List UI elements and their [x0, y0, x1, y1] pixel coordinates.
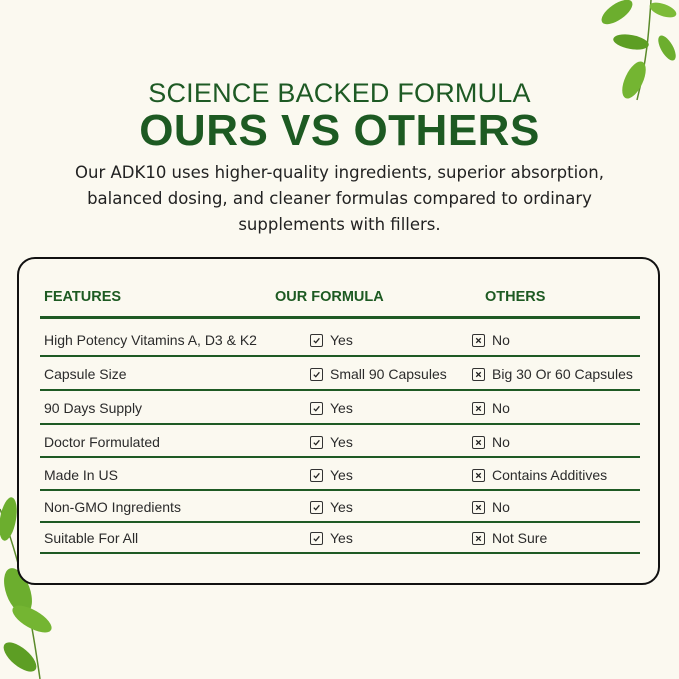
check-box-icon — [310, 436, 323, 449]
row-divider — [40, 489, 640, 491]
others-value: No — [492, 332, 510, 348]
others-cell — [472, 530, 547, 546]
feature-label: Non-GMO Ingredients — [44, 499, 181, 515]
section-subtitle: SCIENCE BACKED FORMULA — [148, 78, 531, 108]
row-divider — [40, 521, 640, 523]
check-box-icon — [310, 368, 323, 381]
row-divider — [40, 355, 640, 357]
others-cell — [472, 400, 510, 416]
x-box-icon — [472, 334, 485, 347]
feature-label: Doctor Formulated — [44, 434, 160, 450]
x-box-icon — [472, 532, 485, 545]
section-title: OURS VS OTHERS — [139, 106, 540, 155]
x-box-icon — [472, 501, 485, 514]
feature-label: Made In US — [44, 467, 118, 483]
others-cell — [472, 467, 607, 483]
x-box-icon — [472, 402, 485, 415]
x-box-icon — [472, 368, 485, 381]
check-box-icon — [310, 334, 323, 347]
others-value: Not Sure — [492, 530, 548, 546]
others-cell — [472, 434, 510, 450]
feature-label: Capsule Size — [44, 366, 127, 382]
header-features: FEATURES — [44, 289, 122, 305]
check-box-icon — [310, 532, 323, 545]
our-formula-value: Yes — [330, 332, 353, 348]
description-line: balanced dosing, and cleaner formulas compared to ordinary — [87, 189, 592, 208]
check-box-icon — [310, 501, 323, 514]
header-others: OTHERS — [485, 289, 546, 305]
x-box-icon — [472, 436, 485, 449]
feature-label: High Potency Vitamins A, D3 & K2 — [44, 332, 257, 348]
others-cell — [472, 366, 633, 382]
our-formula-cell — [310, 499, 353, 515]
others-value: No — [492, 400, 510, 416]
our-formula-value: Yes — [330, 467, 353, 483]
our-formula-cell — [310, 434, 353, 450]
others-cell — [472, 499, 510, 515]
our-formula-cell — [310, 467, 353, 483]
row-divider — [40, 552, 640, 554]
our-formula-value: Small 90 Capsules — [330, 366, 447, 382]
our-formula-cell — [310, 530, 353, 546]
description-line: Our ADK10 uses higher-quality ingredients, superior absorption, — [75, 163, 604, 182]
our-formula-value: Yes — [330, 499, 353, 515]
feature-label: Suitable For All — [44, 530, 139, 546]
our-formula-value: Yes — [330, 434, 353, 450]
check-box-icon — [310, 469, 323, 482]
our-formula-cell — [310, 332, 353, 348]
feature-label: 90 Days Supply — [44, 400, 143, 416]
our-formula-value: Yes — [330, 400, 353, 416]
our-formula-value: Yes — [330, 530, 353, 546]
others-value: Big 30 Or 60 Capsules — [492, 366, 633, 382]
header-our-formula: OUR FORMULA — [275, 289, 384, 305]
description — [30, 160, 649, 238]
row-divider — [40, 423, 640, 425]
row-divider — [40, 456, 640, 458]
others-value: No — [492, 499, 510, 515]
x-box-icon — [472, 469, 485, 482]
check-box-icon — [310, 402, 323, 415]
others-value: Contains Additives — [492, 467, 608, 483]
our-formula-cell — [310, 400, 353, 416]
header-divider — [40, 316, 640, 319]
others-value: No — [492, 434, 510, 450]
our-formula-cell — [310, 366, 447, 382]
description-line: supplements with fillers. — [238, 215, 441, 234]
others-cell — [472, 332, 510, 348]
row-divider — [40, 389, 640, 391]
